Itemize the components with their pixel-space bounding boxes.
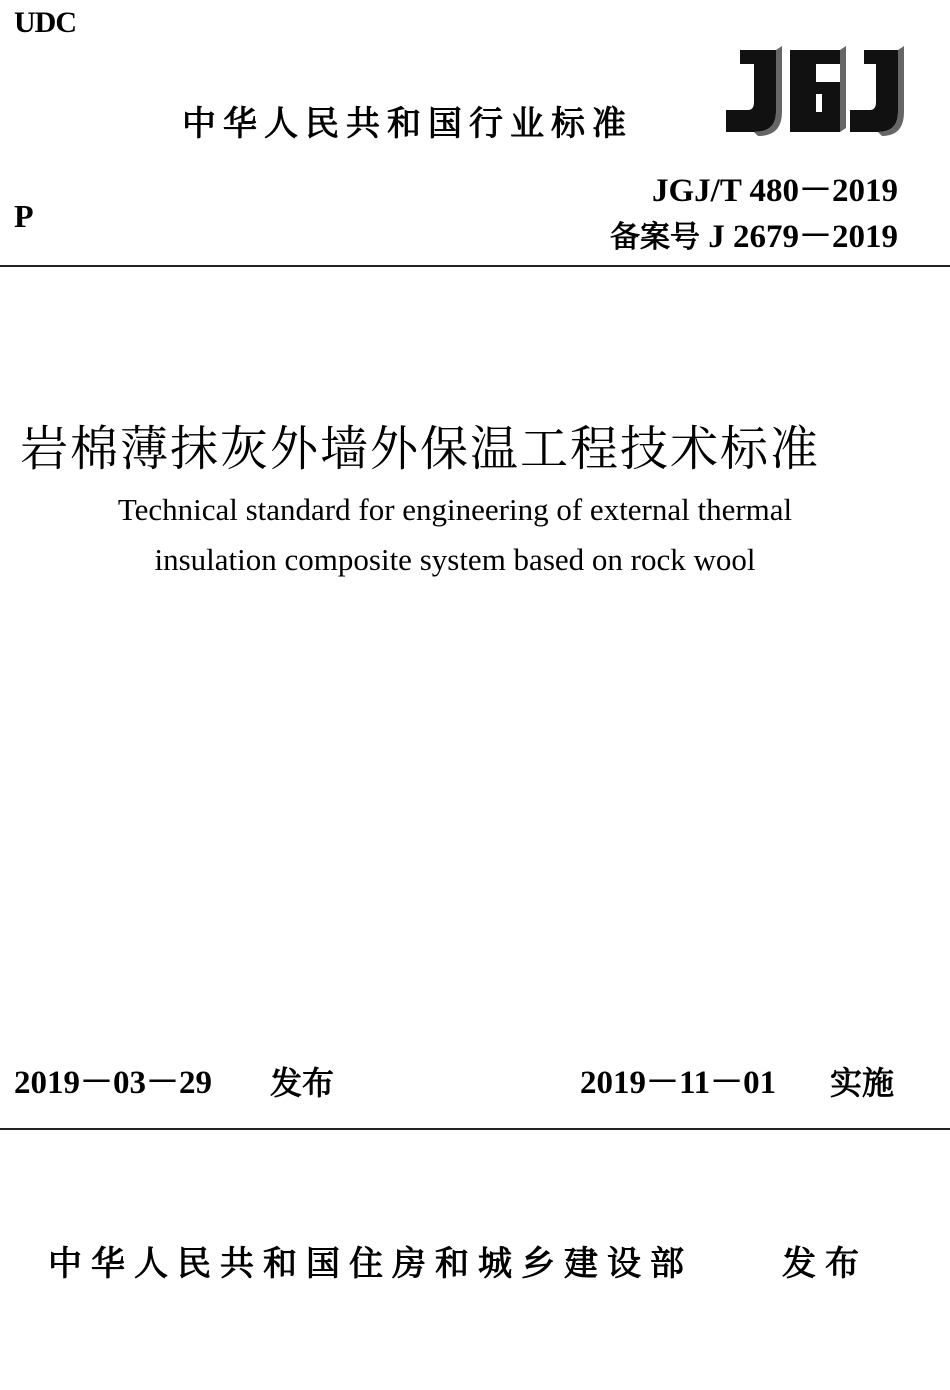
issue-date: 2019－03－29: [14, 1065, 212, 1101]
record-number-line: [610, 210, 898, 257]
title-english-line-1: Technical standard for engineering of external thermal: [117, 492, 793, 527]
record-number: J 2679－2019: [700, 219, 898, 255]
industry-standard-heading: 中华人民共和国行业标准: [182, 104, 633, 144]
category-code: P: [14, 198, 34, 234]
jgj-logo-icon: [718, 42, 906, 138]
implementation-date: 2019－11－01: [580, 1065, 777, 1101]
bottom-divider: [0, 1128, 950, 1130]
implementation-label: 实施: [830, 1064, 895, 1102]
publisher-action: 发布: [782, 1244, 868, 1284]
title-english-line-2: insulation composite system based on rock wool: [154, 542, 756, 577]
standard-number: JGJ/T 480－2019: [651, 173, 898, 209]
issue-label: 发布: [270, 1064, 335, 1102]
publisher: 中华人民共和国住房和城乡建设部: [48, 1244, 693, 1284]
udc-label: UDC: [14, 6, 76, 39]
top-divider: [0, 265, 950, 267]
title-chinese: 岩棉薄抹灰外墙外保温工程技术标准: [20, 421, 821, 477]
record-prefix: 备案号: [610, 220, 700, 255]
